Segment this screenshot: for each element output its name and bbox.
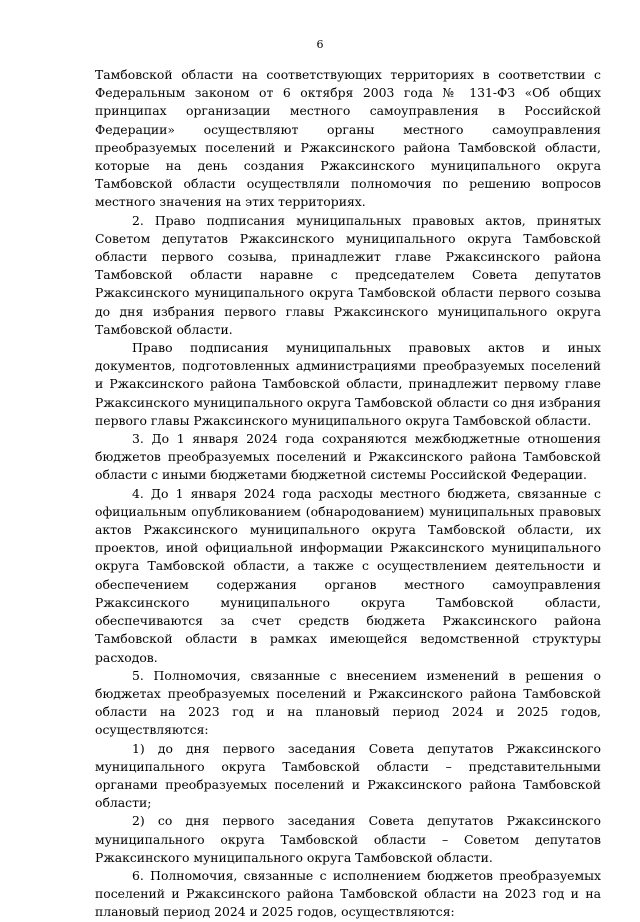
paragraph-item-3: 3. До 1 января 2024 года сохраняются межбюджетные отношения бюджетов преобразуемых поселений и Ржаксинского района Тамбовской области с иными бюджетами бюджетной системы Российской Федерации. [95, 431, 601, 483]
paragraph-signing-rights: Право подписания муниципальных правовых актов и иных документов, подготовленных администрациями преобразуемых поселений и Ржаксинского района Тамбовской области, принадлежит первому главе Ржаксинского муниципального округа Тамбовской области со дня избрания первого главы Ржаксинского муниципального округа Тамбовской области. [95, 340, 601, 428]
paragraph-item-6: 6. Полномочия, связанные с исполнением бюджетов преобразуемых поселений и Ржаксинского района Тамбовской области на 2023 год и на плановый период 2024 и 2025 годов, осуществляются: [95, 867, 601, 920]
paragraph-item-2: 2. Право подписания муниципальных правовых актов, принятых Советом депутатов Ржаксинского муниципального округа Тамбовской области первого созыва, принадлежит главе Ржаксинского района Тамбовской области наравне с председателем Совета депутатов Ржаксинского муниципального округа Тамбовской области первого созыва до дня избрания первого главы Ржаксинского муниципального округа Тамбовской области. [95, 212, 601, 337]
paragraph-item-5: 5. Полномочия, связанные с внесением изменений в решения о бюджетах преобразуемых поселений и Ржаксинского района Тамбовской области на 2023 год и на плановый период 2024 и 2025 годов, осуществляются: [95, 667, 601, 738]
paragraph-subitem-1: 1) до дня первого заседания Совета депутатов Ржаксинского муниципального округа Тамбовской области – представительными органами преобразуемых поселений и Ржаксинского района Тамбовской области; [95, 740, 601, 811]
paragraph-item-4: 4. До 1 января 2024 года расходы местного бюджета, связанные с официальным опубликованием (обнародованием) муниципальных правовых актов Ржаксинского муниципального округа Тамбовской области, их проектов, иной официальной информации Ржаксинского муниципального округа Тамбовской области, а также с осуществлением деятельности и обеспечением содержания органов местного самоуправления Ржаксинского муниципального округа Тамбовской области, обеспечиваются за счет средств бюджета Ржаксинского района Тамбовской области в рамках имеющейся ведомственной структуры расходов. [95, 485, 601, 665]
paragraph-subitem-2: 2) со дня первого заседания Совета депутатов Ржаксинского муниципального округа Тамбовской области – Советом депутатов Ржаксинского муниципального округа Тамбовской области. [95, 813, 601, 865]
page-number: 6 [316, 38, 324, 51]
paragraph-continuation: Тамбовской области на соответствующих территориях в соответствии с Федеральным законом от 6 октября 2003 года № 131-ФЗ «Об общих принципах организации местного самоуправления в Российской Федерации» осуществляют органы местного самоуправления преобразуемых поселений и Ржаксинского района Тамбовской области, которые на день создания Ржаксинского муниципального округа Тамбовской области осуществляли полномочия по решению вопросов местного значения на этих территориях. [95, 67, 601, 210]
document-body [95, 66, 601, 922]
